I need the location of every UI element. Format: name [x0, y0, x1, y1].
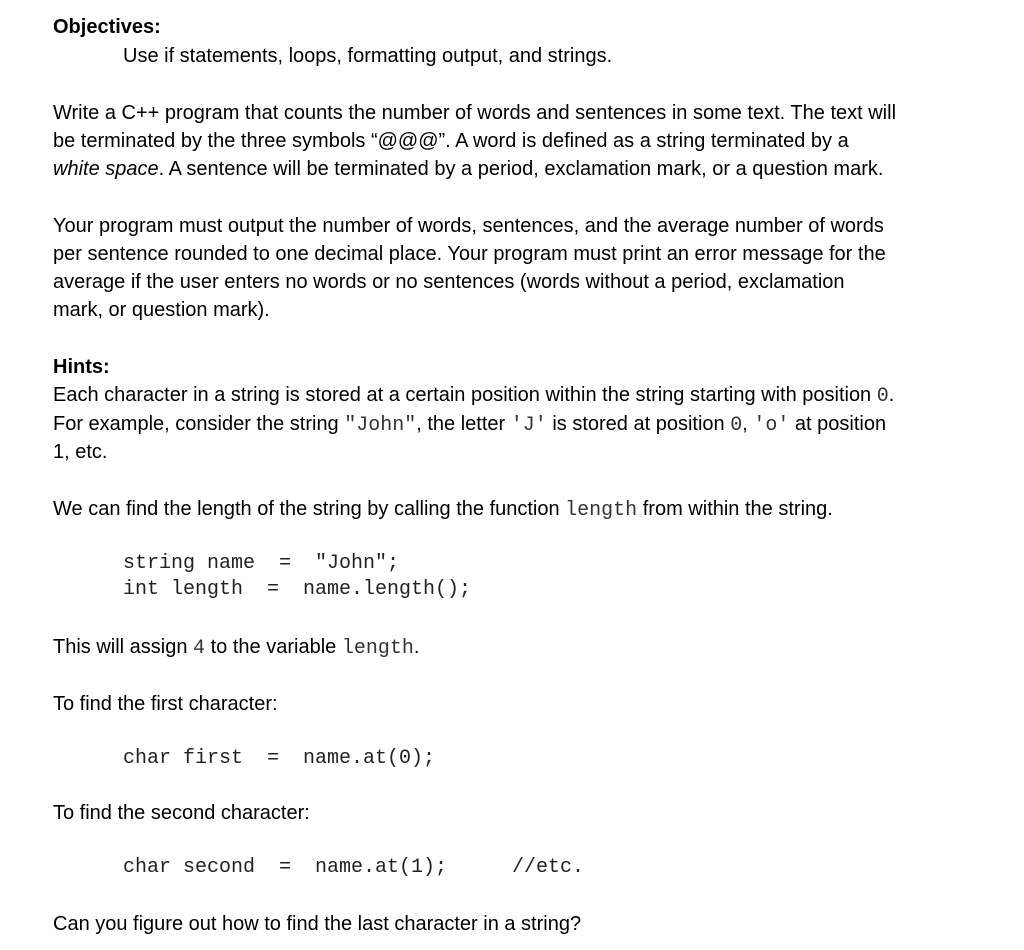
- para1-line3-rest: . A sentence will be terminated by a period, exclamation mark, or a question mark.: [158, 158, 884, 180]
- para1-line1: Write a C++ program that counts the number of words and sentences in some text. The text will: [53, 102, 897, 124]
- assign-code2: length: [341, 637, 414, 660]
- hints-line1-end: .: [888, 384, 895, 406]
- length-paragraph: [53, 495, 833, 525]
- hints-line2-code4: 'o': [753, 414, 790, 437]
- hints-line2-e: at position: [789, 413, 887, 435]
- first-char-paragraph: To find the first character:: [53, 693, 278, 715]
- assign-text-c: .: [413, 636, 420, 658]
- hints-line2-c: is stored at position: [546, 413, 731, 435]
- hints-line2-code1: "John": [344, 414, 417, 437]
- hints-line2-a: For example, consider the string: [53, 413, 345, 435]
- assign-code1: 4: [193, 637, 206, 660]
- para2-line2: per sentence rounded to one decimal place. Your program must print an error message for the: [53, 243, 886, 265]
- para2-line1: Your program must output the number of words, sentences, and the average number of words: [53, 215, 884, 237]
- objectives-text: Use if statements, loops, formatting output, and strings.: [123, 45, 613, 67]
- hints-heading: Hints:: [53, 356, 110, 378]
- hints-line1-code: 0: [876, 385, 889, 408]
- hints-line2-d: ,: [742, 413, 754, 435]
- hints-line2: [53, 410, 886, 440]
- code1-line2: int length = name.length();: [123, 578, 472, 601]
- length-code: length: [565, 499, 638, 522]
- assign-paragraph: [53, 633, 419, 663]
- assign-text-a: This will assign: [53, 636, 194, 658]
- para2-line4: mark, or question mark).: [53, 299, 270, 321]
- hints-line2-b: , the letter: [416, 413, 511, 435]
- length-text-a: We can find the length of the string by calling the function: [53, 498, 566, 520]
- code2-line1: char first = name.at(0);: [123, 747, 436, 770]
- code1-line1: string name = "John";: [123, 552, 400, 575]
- assign-text-b: to the variable: [205, 636, 342, 658]
- hints-line2-code3: 0: [730, 414, 743, 437]
- hints-line3: 1, etc.: [53, 441, 108, 463]
- hints-line1-text: Each character in a string is stored at a certain position within the string starting with position: [53, 384, 877, 406]
- final-question: Can you figure out how to find the last character in a string?: [53, 913, 582, 935]
- length-text-b: from within the string.: [637, 498, 833, 520]
- para1-line3: [53, 155, 883, 183]
- code3-comment: //etc.: [512, 856, 585, 879]
- hints-line2-code2: 'J': [510, 414, 547, 437]
- para2-line3: average if the user enters no words or no sentences (words without a period, exclamation: [53, 271, 845, 293]
- white-space-term: white space: [53, 158, 159, 180]
- code3-line1: char second = name.at(1);: [123, 856, 448, 879]
- hints-line1: [53, 381, 894, 411]
- second-char-paragraph: To find the second character:: [53, 802, 310, 824]
- para1-line2: be terminated by the three symbols “@@@”. A word is defined as a string terminated by a: [53, 130, 849, 152]
- objectives-heading: Objectives:: [53, 16, 161, 38]
